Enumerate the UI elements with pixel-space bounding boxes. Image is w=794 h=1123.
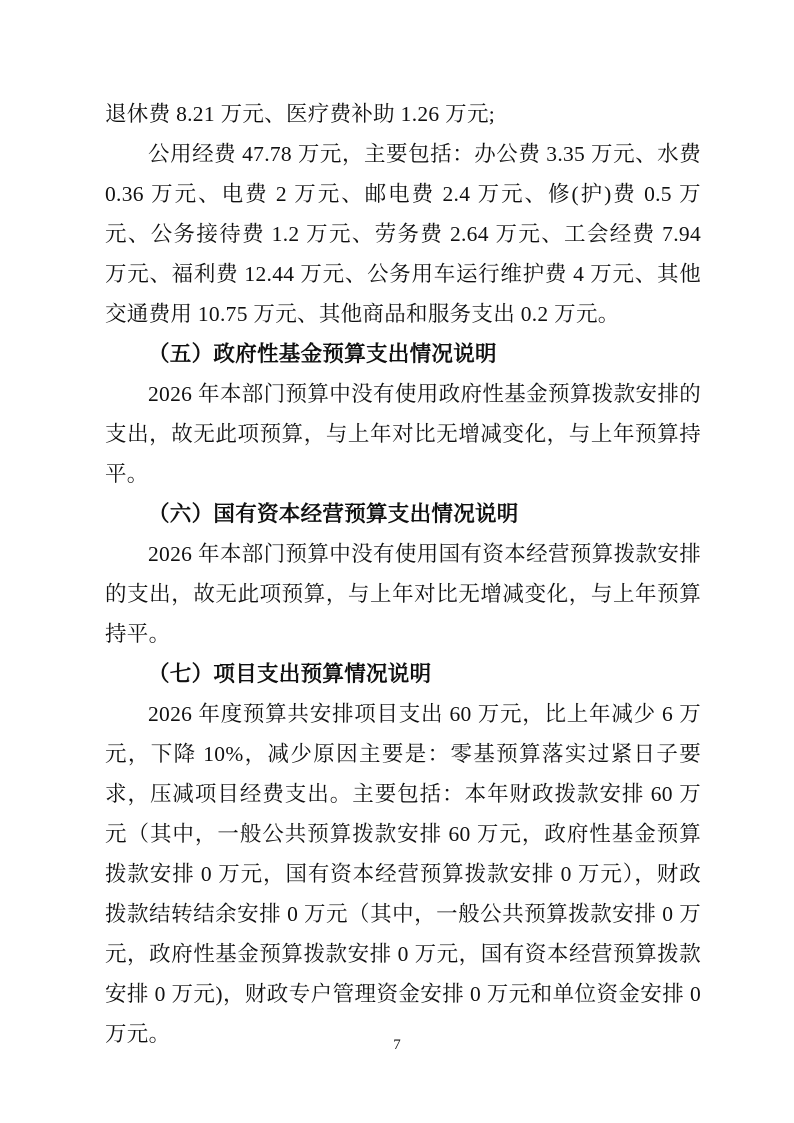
paragraph-section-7-body: 2026 年度预算共安排项目支出 60 万元，比上年减少 6 万元，下降 10%，减少原因主要是：零基预算落实过紧日子要求，压减项目经费支出。主要包括：本年财政拨款安排 60 万元（其中，一般公共预算拨款安排 60 万元，政府性基金预算拨款安排 0 万元，国有资本经营预算拨款安排 0 万元），财政拨款结转结余安排 0 万元（其中，一般公共预算拨款安排 0 万元，政府性基金预算拨款安排 0 万元，国有资本经营预算拨款安排 0 万元)，财政专户管理资金安排 0 万元和单位资金安排 0 万元。 — [105, 702, 701, 1046]
heading-section-5-government-fund-budget: （五）政府性基金预算支出情况说明 — [148, 342, 497, 366]
paragraph-section-6-body: 2026 年本部门预算中没有使用国有资本经营预算拨款安排的支出，故无此项预算，与上年对比无增减变化，与上年预算持平。 — [105, 542, 701, 646]
paragraph-public-funds-breakdown: 公用经费 47.78 万元，主要包括：办公费 3.35 万元、水费 0.36 万元、电费 2 万元、邮电费 2.4 万元、修(护)费 0.5 万元、公务接待费 1.2 万元、劳务费 2.64 万元、工会经费 7.94 万元、福利费 12.44 万元、公务用车运行维护费 4 万元、其他交通费用 10.75 万元、其他商品和服务支出 0.2 万元。 — [105, 142, 701, 326]
heading-section-7-project-expenditure: （七）项目支出预算情况说明 — [148, 662, 432, 686]
paragraph-retirement-expense-continuation: 退休费 8.21 万元、医疗费补助 1.26 万元; — [105, 102, 496, 126]
page-number: 7 — [393, 1037, 401, 1053]
page-body — [105, 94, 701, 1054]
heading-section-6-state-capital-budget: （六）国有资本经营预算支出情况说明 — [148, 502, 519, 526]
paragraph-section-5-body: 2026 年本部门预算中没有使用政府性基金预算拨款安排的支出，故无此项预算，与上年对比无增减变化，与上年预算持平。 — [105, 382, 701, 486]
